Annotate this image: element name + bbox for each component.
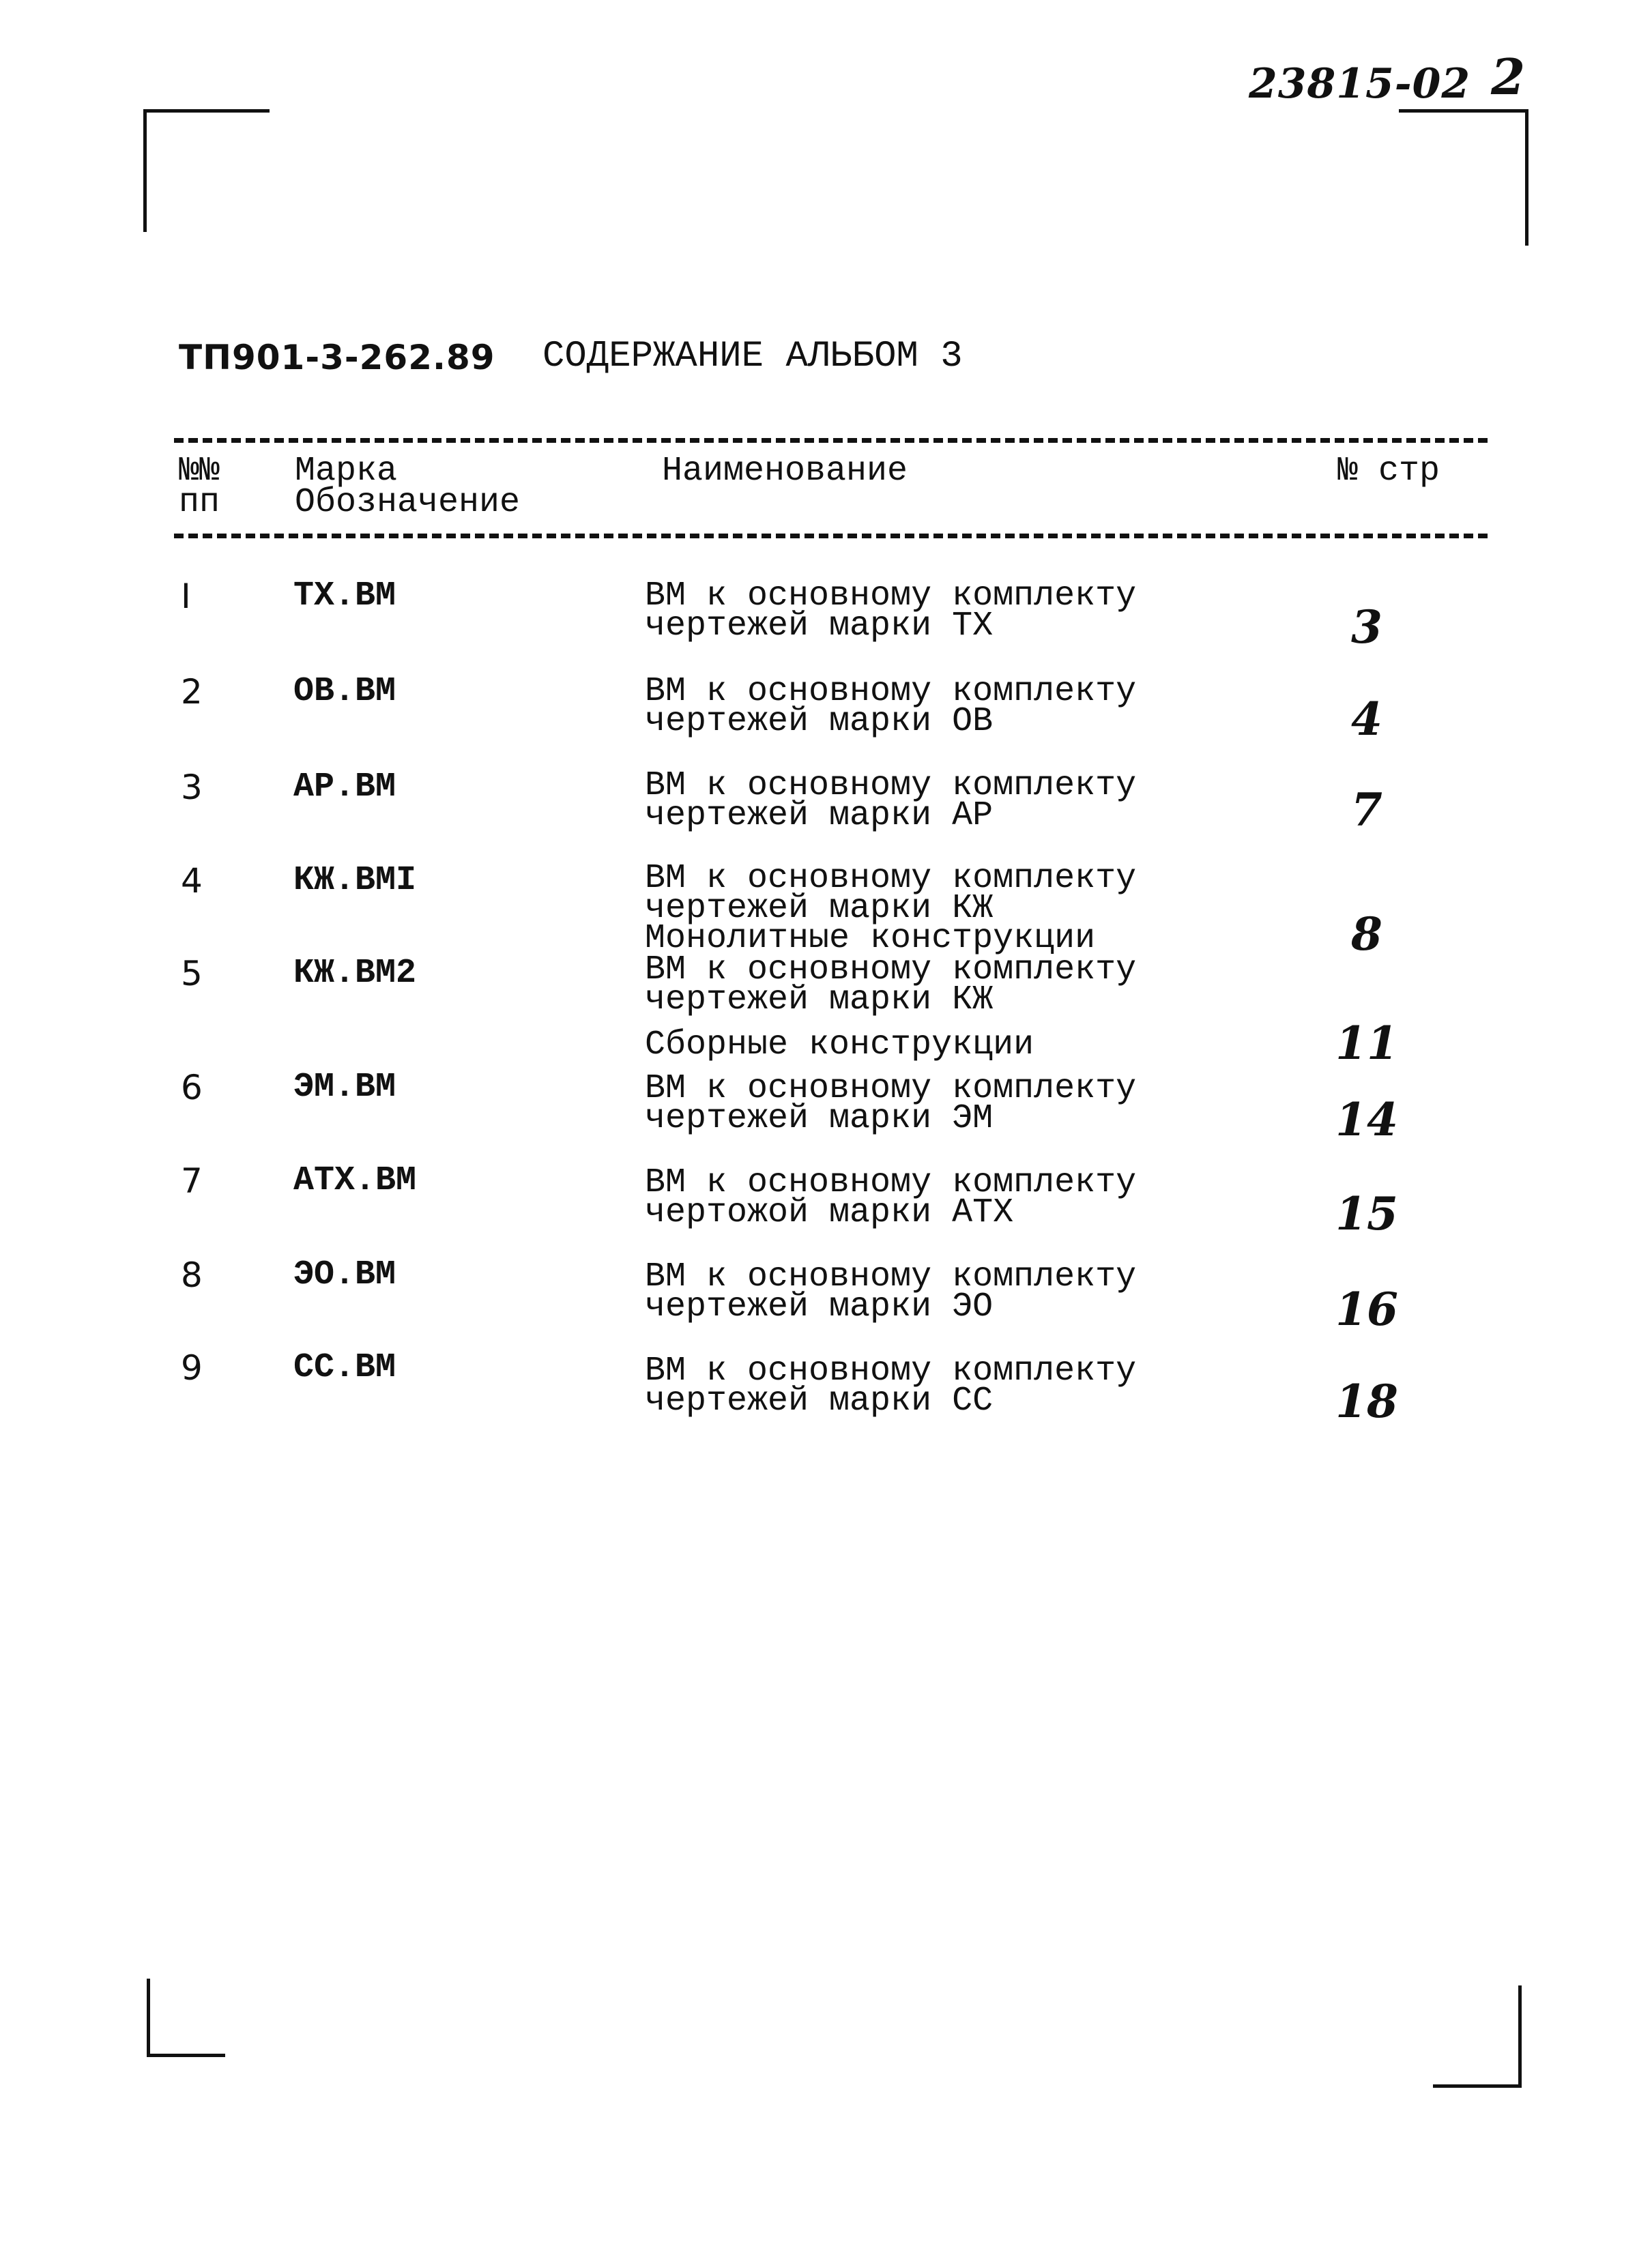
header-top-rule (174, 438, 1488, 443)
row-name: ВМ к основному комплекту чертежей марки КЖ Монолитные конструкции (645, 859, 1137, 958)
header-bottom-rule (174, 534, 1488, 538)
row-mark: ЭО.ВМ (293, 1255, 396, 1294)
row-number: 4 (181, 861, 203, 901)
row-mark: СС.ВМ (293, 1348, 396, 1387)
row-number: 6 (181, 1068, 203, 1107)
row-name: ВМ к основному комплекту чертежей марки ТХ (645, 577, 1137, 645)
archive-number: 23815-02 (1249, 60, 1471, 108)
row-page: 4 (1351, 693, 1382, 746)
row-name: ВМ к основному комплекту чертожой марки АТХ (645, 1163, 1137, 1232)
row-name: ВМ к основному комплекту чертежей марки ЭО (645, 1257, 1137, 1326)
row-mark: ОВ.ВМ (293, 672, 396, 711)
row-name: ВМ к основному комплекту чертежей марки ОВ (645, 672, 1137, 741)
corner-mark-bottom-left (147, 1979, 225, 2057)
row-number: 5 (181, 954, 203, 993)
sheet-number: 2 (1491, 48, 1526, 106)
row-name: Сборные конструкции (645, 1025, 1034, 1064)
row-page: 16 (1335, 1283, 1398, 1336)
column-header-mark: Марка Обозначение (295, 452, 521, 522)
row-page: 8 (1351, 907, 1382, 961)
row-mark: КЖ.ВМI (293, 861, 417, 900)
row-name: ВМ к основному комплекту чертежей марки СС (645, 1352, 1137, 1421)
column-header-page: № стр (1337, 452, 1440, 491)
row-number: 3 (181, 768, 203, 807)
row-mark: ТХ.ВМ (293, 577, 396, 615)
row-name: ВМ к основному комплекту чертежей марки КЖ (645, 950, 1137, 1019)
row-page: 18 (1335, 1375, 1398, 1428)
row-number: 7 (181, 1161, 203, 1201)
row-page: 15 (1335, 1187, 1398, 1240)
row-name: ВМ к основному комплекту чертежей марки ЭМ (645, 1069, 1137, 1138)
row-number: 2 (181, 672, 203, 712)
row-mark: АТХ.ВМ (293, 1161, 417, 1200)
row-page: 3 (1351, 600, 1382, 654)
row-page: 7 (1351, 783, 1382, 836)
corner-mark-bottom-right (1433, 1985, 1522, 2088)
column-header-name: Наименование (662, 452, 908, 491)
row-mark: ЭМ.ВМ (293, 1068, 396, 1107)
row-mark: КЖ.ВМ2 (293, 954, 417, 993)
corner-mark-top-left (143, 109, 270, 232)
page-title: СОДЕРЖАНИЕ АЛЬБОМ 3 (542, 336, 963, 377)
row-mark: АР.ВМ (293, 768, 396, 806)
row-number: 8 (181, 1255, 203, 1295)
row-number: 9 (181, 1348, 203, 1388)
column-header-number: №№ пп (179, 452, 220, 522)
corner-mark-top-right (1399, 109, 1528, 246)
row-name: ВМ к основному комплекту чертежей марки АР (645, 766, 1137, 835)
row-page: 14 (1335, 1093, 1398, 1146)
document-code: ТП901-3-262.89 (179, 338, 495, 377)
row-page: 11 (1335, 1017, 1398, 1070)
row-number: I (181, 577, 191, 616)
